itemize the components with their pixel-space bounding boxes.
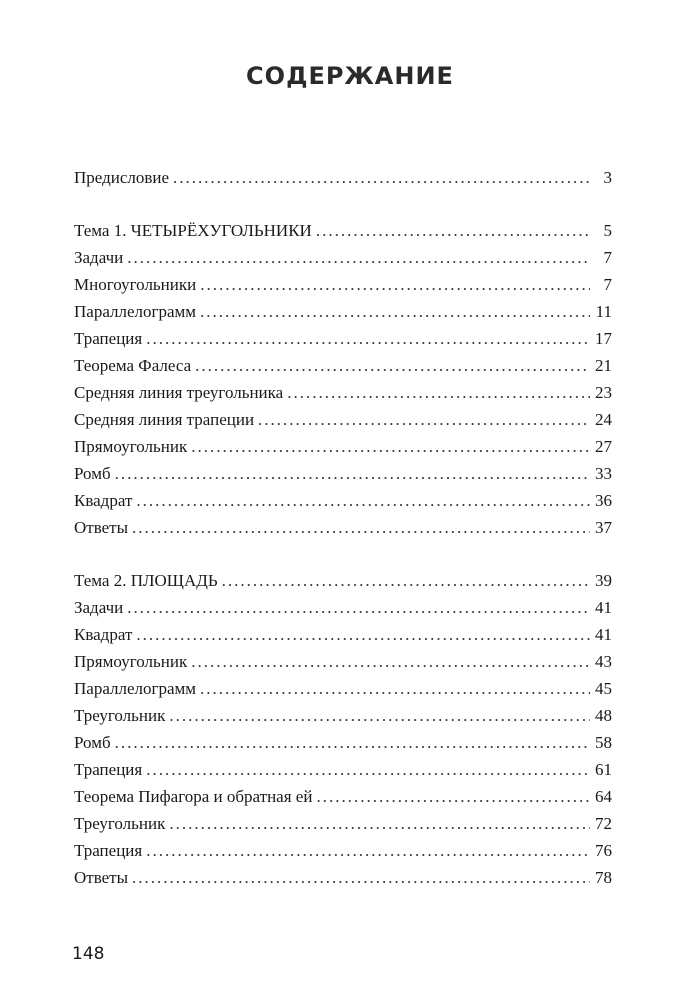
dot-leader bbox=[191, 437, 590, 457]
dot-leader bbox=[136, 491, 590, 511]
toc-entry bbox=[74, 248, 612, 270]
dot-leader bbox=[127, 248, 590, 268]
toc-entry-page: 78 bbox=[595, 868, 612, 887]
toc-entry-page: 39 bbox=[595, 571, 612, 590]
toc-entry-page: 41 bbox=[595, 598, 612, 617]
dot-leader bbox=[191, 652, 590, 672]
toc-entry-page: 11 bbox=[595, 302, 612, 321]
toc-entry-label: Средняя линия трапеции bbox=[74, 410, 255, 429]
toc-entry-page: 41 bbox=[595, 625, 612, 644]
toc-entry-label: Тема 2. ПЛОЩАДЬ bbox=[74, 571, 218, 590]
toc-entry-page: 21 bbox=[595, 356, 612, 375]
toc-entry-label: Задачи bbox=[74, 598, 124, 617]
toc-entry-label: Трапеция bbox=[74, 841, 143, 860]
toc-entry-page: 5 bbox=[603, 221, 612, 240]
dot-leader bbox=[287, 383, 590, 403]
toc-entry-page: 7 bbox=[603, 248, 612, 267]
toc-entry-label: Ответы bbox=[74, 518, 129, 537]
dot-leader bbox=[127, 598, 590, 618]
dot-leader bbox=[222, 571, 590, 591]
toc-entry bbox=[74, 275, 612, 297]
toc-entry-label: Задачи bbox=[74, 248, 124, 267]
toc-entry-label: Треугольник bbox=[74, 814, 166, 833]
dot-leader bbox=[169, 814, 590, 834]
toc-entry-label: Прямоугольник bbox=[74, 652, 188, 671]
dot-leader bbox=[115, 733, 590, 753]
toc-entry bbox=[74, 437, 612, 459]
dot-leader bbox=[200, 275, 590, 295]
dot-leader bbox=[132, 518, 590, 538]
toc-entry bbox=[74, 464, 612, 486]
toc-entry-label: Квадрат bbox=[74, 491, 133, 510]
page-number: 148 bbox=[72, 944, 105, 964]
toc-entry bbox=[74, 625, 612, 647]
toc-entry-label: Параллелограмм bbox=[74, 679, 197, 698]
dot-leader bbox=[146, 329, 590, 349]
toc-entry-page: 43 bbox=[595, 652, 612, 671]
toc-entry-page: 3 bbox=[603, 168, 612, 187]
toc-entry-page: 76 bbox=[595, 841, 612, 860]
page-title: СОДЕРЖАНИЕ bbox=[246, 62, 454, 90]
toc-entry bbox=[74, 733, 612, 755]
toc-entry-label: Трапеция bbox=[74, 760, 143, 779]
dot-leader bbox=[200, 302, 590, 322]
dot-leader bbox=[132, 868, 590, 888]
toc-entry-page: 36 bbox=[595, 491, 612, 510]
toc-section-heading bbox=[74, 221, 612, 243]
toc-entry-label: Многоугольники bbox=[74, 275, 197, 294]
dot-leader bbox=[146, 841, 590, 861]
toc-entry-label: Теорема Фалеса bbox=[74, 356, 192, 375]
toc-entry bbox=[74, 706, 612, 728]
toc-entry-label: Ромб bbox=[74, 733, 111, 752]
toc-entry-page: 61 bbox=[595, 760, 612, 779]
toc-entry bbox=[74, 329, 612, 351]
toc-entry-label: Прямоугольник bbox=[74, 437, 188, 456]
toc-entry-label: Теорема Пифагора и обратная ей bbox=[74, 787, 313, 806]
toc-entry bbox=[74, 760, 612, 782]
toc-entry-page: 72 bbox=[595, 814, 612, 833]
toc-entry bbox=[74, 383, 612, 405]
toc-entry-page: 7 bbox=[603, 275, 612, 294]
toc-entry-label: Тема 1. ЧЕТЫРЁХУГОЛЬНИКИ bbox=[74, 221, 312, 240]
dot-leader bbox=[316, 787, 590, 807]
toc-entry-label: Параллелограмм bbox=[74, 302, 197, 321]
toc-entry bbox=[74, 841, 612, 863]
toc-entry bbox=[74, 168, 612, 190]
toc-entry bbox=[74, 598, 612, 620]
toc-entry-page: 17 bbox=[595, 329, 612, 348]
toc-entry bbox=[74, 787, 612, 809]
dot-leader bbox=[115, 464, 590, 484]
toc-entry bbox=[74, 302, 612, 324]
toc-entry bbox=[74, 814, 612, 836]
toc-section-heading bbox=[74, 571, 612, 593]
toc-entry bbox=[74, 652, 612, 674]
toc-entry-label: Предисловие bbox=[74, 168, 170, 187]
dot-leader bbox=[316, 221, 590, 241]
toc-entry-page: 58 bbox=[595, 733, 612, 752]
toc-entry bbox=[74, 679, 612, 701]
toc-entry-page: 37 bbox=[595, 518, 612, 537]
toc-entry-label: Средняя линия треугольника bbox=[74, 383, 284, 402]
toc-entry-page: 27 bbox=[595, 437, 612, 456]
dot-leader bbox=[136, 625, 590, 645]
toc-entry-label: Ромб bbox=[74, 464, 111, 483]
dot-leader bbox=[195, 356, 590, 376]
toc-entry-page: 24 bbox=[595, 410, 612, 429]
dot-leader bbox=[146, 760, 590, 780]
toc-entry-page: 48 bbox=[595, 706, 612, 725]
toc-entry-label: Ответы bbox=[74, 868, 129, 887]
dot-leader bbox=[200, 679, 590, 699]
toc-entry bbox=[74, 868, 612, 890]
toc-entry bbox=[74, 410, 612, 432]
dot-leader bbox=[169, 706, 590, 726]
toc-entry-page: 33 bbox=[595, 464, 612, 483]
toc-entry-page: 45 bbox=[595, 679, 612, 698]
toc-entry-label: Трапеция bbox=[74, 329, 143, 348]
dot-leader bbox=[258, 410, 590, 430]
toc-entry-page: 64 bbox=[595, 787, 612, 806]
toc-entry-label: Квадрат bbox=[74, 625, 133, 644]
toc-entry-page: 23 bbox=[595, 383, 612, 402]
dot-leader bbox=[173, 168, 590, 188]
toc-entry bbox=[74, 518, 612, 540]
toc-entry bbox=[74, 356, 612, 378]
toc-entry-label: Треугольник bbox=[74, 706, 166, 725]
toc-entry bbox=[74, 491, 612, 513]
